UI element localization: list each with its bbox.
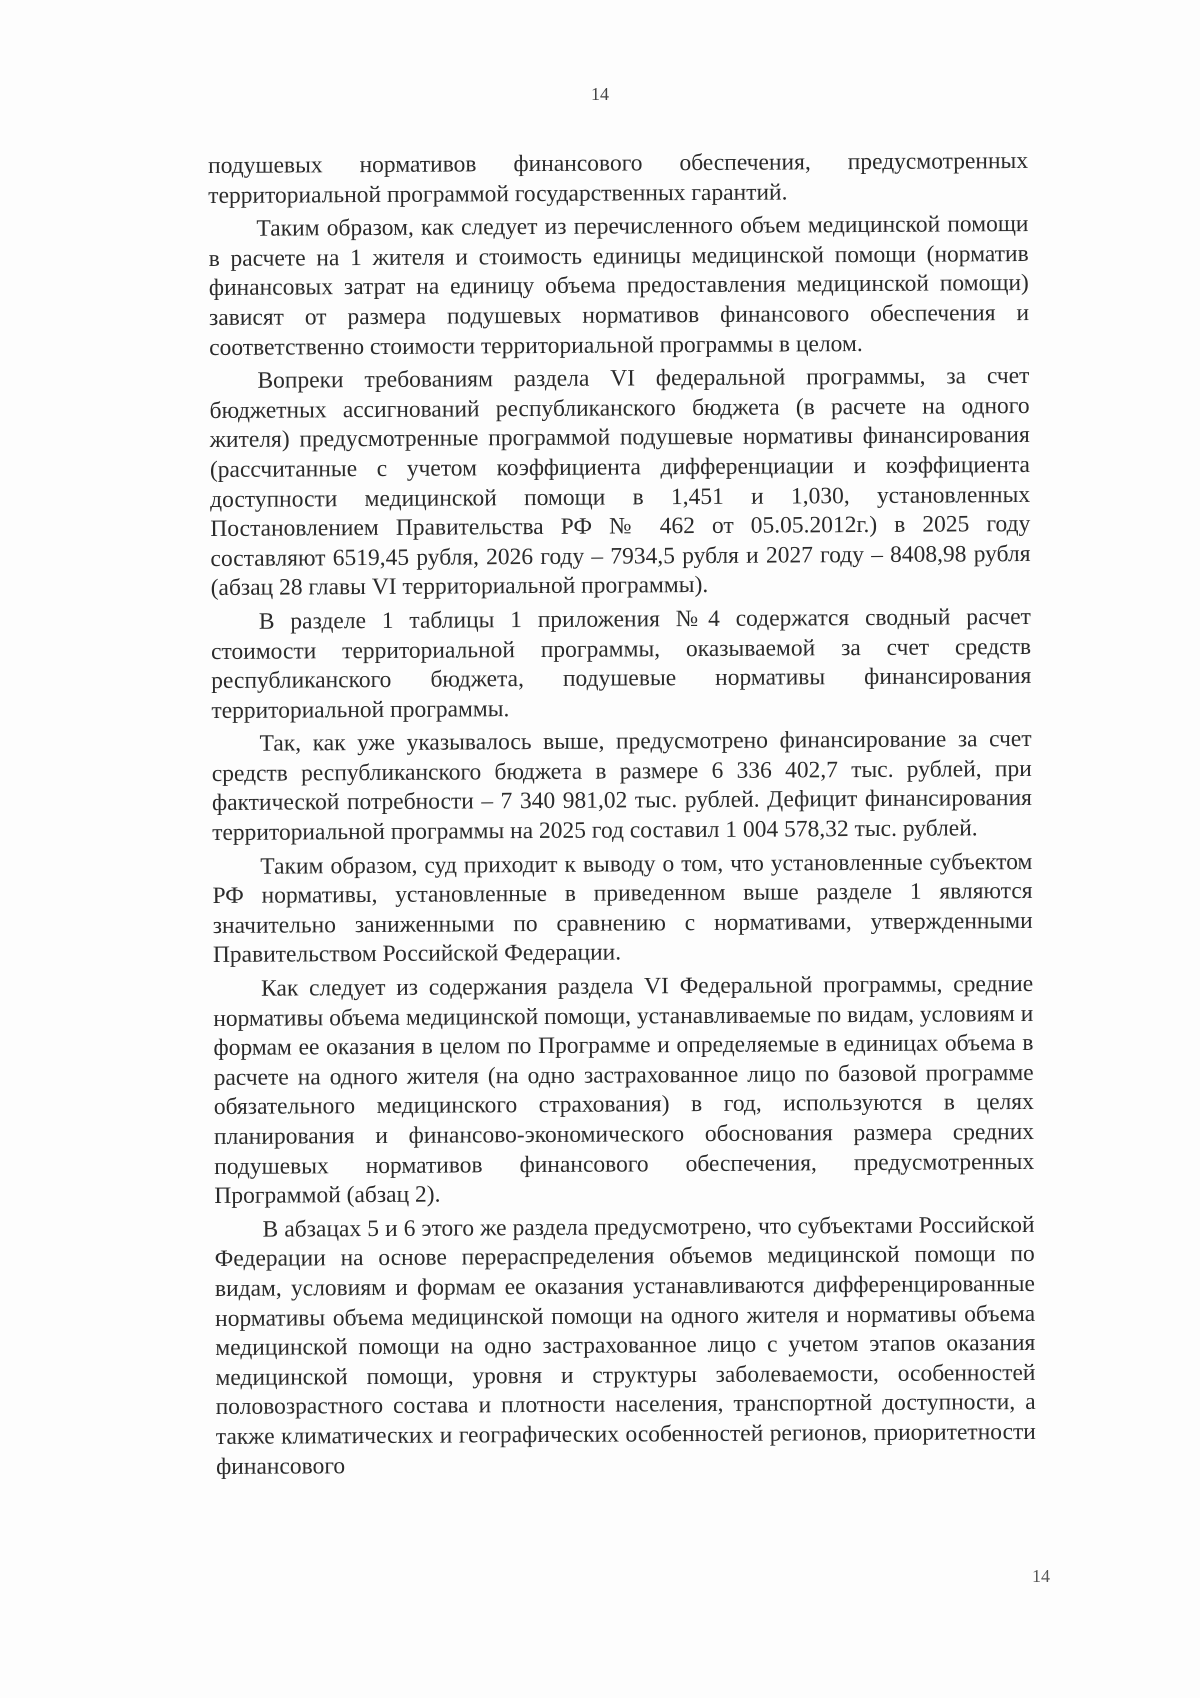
page-number-top: 14 bbox=[591, 84, 609, 104]
paragraph: Вопреки требованиям раздела VI федеральной программы, за счет бюджетных ассигнований республиканского бюджета (в расчете на одного жителя) предусмотренные программой подушевые нормативы финансирования (рассчитанные с учетом коэффициента дифференциации и коэффициента доступности медицинской помощи в 1,451 и 1,030, установленных Постановлением Правительства РФ № 462 от 05.05.2012г.) в 2025 году составляют 6519,45 рубля, 2026 году – 7934,5 рубля и 2027 году – 8408,98 рубля (абзац 28 главы VI территориальной программы). bbox=[209, 363, 1031, 602]
paragraph: Так, как уже указывалось выше, предусмотрено финансирование за счет средств республиканского бюджета в размере 6 336 402,7 тыс. рублей, при фактической потребности – 7 340 981,02 тыс. рублей. Дефицит финансирования территориальной программы на 2025 год составил 1 004 578,32 тыс. рублей. bbox=[211, 726, 1033, 847]
paragraph: В разделе 1 таблицы 1 приложения №4 содержатся сводный расчет стоимости территориальной программы, оказываемой за счет средств республиканского бюджета, подушевые нормативы финансирования территориальной программы. bbox=[210, 603, 1032, 724]
document-body bbox=[208, 147, 1036, 1486]
paragraph: Как следует из содержания раздела VI Федеральной программы, средние нормативы объема медицинской помощи, устанавливаемые по видам, условиям и формам ее оказания в целом по Программе и определяемые в единицах объема в расчете на одного жителя (на одно застрахованное лицо по базовой программе обязательного медицинского страхования) в год, используются в целях планирования и финансово-экономического обоснования размера средних подушевых нормативов финансового обеспечения, предусмотренных Программой (абзац 2). bbox=[213, 971, 1035, 1210]
paragraph: Таким образом, как следует из перечисленного объем медицинской помощи в расчете на 1 жителя и стоимость единицы медицинской помощи (норматив финансовых затрат на единицу объема предоставления медицинской помощи) зависят от размера подушевых нормативов финансового обеспечения и соответственно стоимости территориальной программы в целом. bbox=[208, 211, 1030, 361]
page-number-bottom: 14 bbox=[1032, 1566, 1050, 1586]
paragraph-continuation: подушевых нормативов финансового обеспечения, предусмотренных территориальной программой государственных гарантий. bbox=[208, 147, 1029, 209]
paragraph: Таким образом, суд приходит к выводу о том, что установленные субъектом РФ нормативы, установленные в приведенном выше разделе 1 являются значительно заниженными по сравнению с нормативами, утвержденными Правительством Российской Федерации. bbox=[212, 848, 1033, 969]
paragraph: В абзацах 5 и 6 этого же раздела предусмотрено, что субъектами Российской Федерации на основе перераспределения объемов медицинской помощи по видам, условиям и формам ее оказания устанавливаются дифференцированные нормативы объема медицинской помощи на одного жителя и нормативы объема медицинской помощи на одно застрахованное лицо с учетом этапов оказания медицинской помощи, уровня и структуры заболеваемости, особенностей половозрастного состава и плотности населения, транспортной доступности, а также климатических и географических особенностей регионов, приоритетности финансового bbox=[214, 1211, 1036, 1480]
